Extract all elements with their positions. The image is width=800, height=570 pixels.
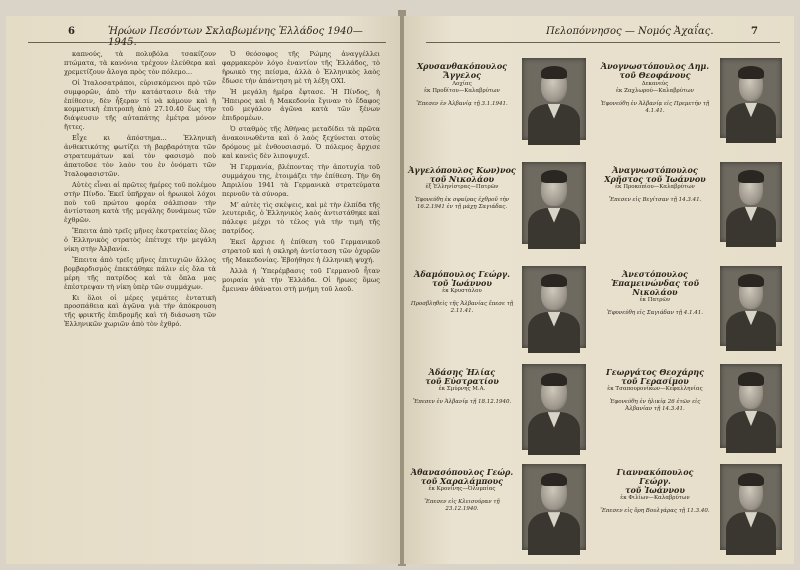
paragraph: Αὐτὲς εἶναι αἱ πρῶτες ἡμέρες τοῦ πολέμου στὴν Πίνδο. Ἐκεῖ ὑπῆρχαν οἱ ἡρωικοὶ λόχοι ποὺ τοῦ πρώτου φορέα σάλπισαν τὴν ἀντίσταση κατὰ τῆς μεγάλης δυνάμεως τῶν ἐχθρῶν.: [64, 180, 216, 225]
memorial-entry: [408, 56, 598, 156]
paragraph: Κι ὅλοι οἱ μέρες γεμάτες ἐντατικὴ προσπάθεια καὶ ἀγῶνα γιὰ τὴν ἀπόκρουση τῆς φρικτῆς ἐπιδρομῆς καὶ τὴ διάσωση τῶν Ἑλληνικῶν χωριῶν ἀπὸ τὸν ἐχθρό.: [64, 293, 216, 329]
entry-origin: ἐκ Φιλίων—Καλαβρύτων: [620, 495, 690, 501]
page-number: 7: [751, 26, 758, 37]
entry-caption: [600, 468, 710, 515]
entry-origin: ἐκ Προκοπίου—Καλαβρύτων: [615, 184, 695, 190]
running-title: Ἡρώων Πεσόντων Σκλαβωμένης Ἑλλάδος 1940—1945.: [108, 26, 363, 48]
entry-name: Ἀδάσης Ἠλίας: [428, 367, 496, 377]
entry-father: τοῦ Ἰωάννου: [432, 278, 492, 288]
paragraph: Ἔπειτα ἀπὸ τρεῖς μῆνες ἐπιτυχιῶν ἄλλος βομβαρδισμὸς ἐπεκτάθηκε πάλιν εἰς ὅλα τὰ μέρη τῆς πατρίδος καὶ τὰ ὅπλα μας ἐπέστρεψαν τὴ νίκη ὑπὲρ τῶν συμμάχων.: [64, 255, 216, 291]
paragraph: Ὁ θεόσοφος τῆς Ρώμης ἀναγγέλλει φαρμακερὸν λόγο ἐναντίον τῆς Ἑλλάδος, τὸ ἡρωικὸ της πείσμα, ἀλλὰ ὁ Ἑλληνικὸς λαὸς ἔδωσε τὴν ἀπάντηση μὲ τὴ λέξη ΟΧΙ.: [222, 50, 380, 85]
entry-caption: [600, 368, 710, 413]
entry-rank: Λοχίας: [452, 81, 472, 87]
entry-origin: ἐκ Προδίτου—Καλαβρύτων: [424, 88, 500, 94]
paragraph: Ἐκεῖ ἄρχισε ἡ ἐπίθεση τοῦ Γερμανικοῦ στρατοῦ καὶ ἡ σκληρὴ ἀντίσταση τῶν ὀχυρῶν τῆς Μακεδονίας. Ἐβοήθησε ἡ ἐλληνικὴ ψυχή.: [222, 238, 380, 264]
entry-name: Χρυσανθακόπουλος: [416, 61, 508, 71]
entry-caption: [408, 270, 516, 315]
entry-father: τοῦ Ἰωάννου: [625, 485, 685, 495]
portrait-photo: [720, 464, 782, 550]
paragraph: Ἀλλὰ ἡ Ὑπερέμβασις τοῦ Γερμανοῦ ἦταν μοιραία γιὰ τὴν Ἑλλάδα. Οἱ ἥρωες ὅμως ἔμειναν ἀθάνατοι στὴ μνήμη τοῦ λαοῦ.: [222, 266, 380, 293]
memorial-entry: [408, 264, 598, 364]
entry-fate: Ἐφονεύθη ἐν Ἀλβανίᾳ εἰς Πρεμετήν τῇ 4.1.41.: [600, 101, 710, 114]
paragraph: Ἡ Γερμανία, βλέποντας τὴν ἀποτυχία τοῦ συμμάχου της, ἑτοιμάζει τὴν ἐπίθεση. Τὴν 6η Ἀπριλίου 1941 τὰ Γερμανικὰ στρατεύματα περνοῦν τὰ σύνορα.: [222, 162, 380, 198]
entry-fate: Ἐφονεύθη εἰς Σαγιάδαν τῇ 4.1.41.: [607, 310, 703, 316]
entry-name: Ἀναγνωστόπουλος: [612, 165, 698, 175]
entry-name: Ἀγγελόπουλος Κων)νος: [408, 165, 516, 175]
entry-caption: [600, 62, 710, 115]
entry-fate: Ἔπεσεν εἰς Βεγίτσαν τῇ 14.3.41.: [608, 197, 702, 203]
paragraph: Ὁ σταθμὸς τῆς Ἀθήνας μεταδίδει τὰ πρῶτα ἀνακοινωθέντα καὶ ὁ λαὸς ξεχύνεται στοὺς δρόμους μὲ ἐνθουσιασμό. Ὁ πόλεμος ἄρχισε καὶ κανεὶς δὲν λιποψυχεῖ.: [222, 125, 380, 160]
paragraph: Μ’ αὐτὲς τὶς σκέψεις, καὶ μὲ τὴν ἐλπίδα τῆς λευτεριᾶς, ὁ Ἑλληνικὸς λαὸς ἀντιστάθηκε καὶ πάλεψε μέχρι τὸ τέλος γιὰ τὴν τιμὴ τῆς πατρίδος.: [222, 200, 380, 236]
memorial-entry: [408, 462, 598, 562]
memorial-entry: [600, 160, 790, 260]
entry-father: Ἄγγελος: [443, 70, 481, 80]
paragraph: Ἡ μεγάλη ἡμέρα ἔφτασε. Ἡ Πίνδος, ἡ Ἤπειρος καὶ ἡ Μακεδονία ἔγιναν τὸ ἔδαφος τοῦ μεγάλου ἀγῶνα κατὰ τῶν ξένων ἐπιδρομέων.: [222, 87, 380, 123]
text-column-2: [222, 50, 380, 296]
entry-fate: Προσβληθεὶς τῆς Ἀλβανίας ἔπεσε τῇ 2.11.41.: [410, 301, 514, 314]
entry-name: Ἀθανασόπουλος Γεώρ.: [410, 467, 514, 477]
paragraph: Οἱ Ἰταλοσατράποι, εὑρισκόμενοι πρὸ τῶν συμφορῶν, ἀπὸ τὴν κατάστασιν διὰ τὴν ἐπίθεσιν, δὲν ἦξεραν τί νὰ κάμουν καὶ ἡ κομματικὴ ἐπιτροπὴ ἀπὸ 27.10.40 ἕως τὴν διάψευσιν τῆς αὐταπάτης ἐμέτρα μόνον ἥττες.: [64, 78, 216, 132]
entry-fate: Ἔπεσεν ἐν Ἀλβανίᾳ τῇ 18.12.1940.: [412, 399, 512, 405]
entry-rank: Δεκανεύς: [641, 81, 669, 87]
paragraph: Ἔπειτα ἀπὸ τρεῖς μῆνες ἐκστρατείας ὅλος ὁ Ἑλληνικὸς στρατὸς ἐπέτυχε τὴν μεγάλη νίκη στὴν Ἀλβανία.: [64, 227, 216, 254]
entry-caption: [408, 368, 516, 406]
entry-origin: ἐκ Κρονίνης—Ὀλυμπίας: [428, 486, 496, 492]
portrait-photo: [720, 58, 782, 138]
entry-caption: [408, 468, 516, 513]
portrait-photo: [522, 364, 586, 450]
entry-fate: Ἐφονεύθη ἐκ σφαίρας ἐχθροῦ τὴν 16.2.1941 ἐν τῇ μάχῃ Σαγιάδας.: [414, 197, 510, 210]
memorial-entry: [600, 264, 790, 364]
memorial-entry: [600, 362, 790, 462]
entry-name: Γιαννακόπουλος Γεώργ.: [616, 467, 694, 486]
right-page-header: [426, 26, 780, 43]
portrait-photo: [720, 162, 782, 242]
entry-origin: ἐκ Σμύρνης Μ.Α.: [438, 386, 486, 392]
entry-father: τοῦ Θεοφάνους: [619, 70, 691, 80]
portrait-photo: [522, 162, 586, 244]
text-column-1: [64, 50, 216, 331]
entry-fate: Ἔπεσεν εἰς ὄρη Βουλγάρας τῇ 11.3.40.: [600, 508, 710, 514]
memorial-entry: [600, 56, 790, 156]
entry-name: Γεωργάτος Θεοχάρης: [606, 367, 704, 377]
entry-fate: Ἐφονεύθη ἐν ἡλικίᾳ 26 ἐτῶν εἰς Ἀλβανίαν τῇ 14.3.41.: [609, 399, 701, 412]
paragraph: καπνούς, τὰ πολυβόλα τσακίζουν πτώματα, τὰ κανόνια τρέχουν ἑλεύθερα καὶ χρεμετίζουν ἄλογα πρὸς τὸν πόλεμο...: [64, 50, 216, 76]
memorial-entry: [408, 160, 598, 260]
entry-caption: [408, 62, 516, 108]
page-number: 6: [68, 26, 75, 37]
entry-origin: ἐκ Τσαπουρονίκων—Κεφαλληνίας: [607, 386, 703, 392]
entry-father: τοῦ Χαραλάμπους: [420, 476, 504, 486]
entry-father: Χρῆστος τοῦ Ἰωάννου: [604, 174, 706, 184]
entry-fate: Ἔπεσεν ἐν Ἀλβανίᾳ τῇ 3.1.1941.: [416, 101, 508, 107]
entry-name: Ἀνογνωστόπουλος Δημ.: [600, 61, 710, 71]
memorial-entry: [408, 362, 598, 462]
portrait-photo: [522, 58, 586, 140]
entry-caption: [600, 270, 710, 317]
running-title: Πελοπόννησος — Νομός Ἀχαΐας.: [546, 26, 714, 37]
entry-origin: ἐξ Ἑλληνίστρας—Πατρῶν: [425, 184, 499, 190]
entry-father: Ἐπαμεινώνδας τοῦ Νικολάου: [610, 278, 700, 297]
portrait-photo: [522, 464, 586, 550]
entry-caption: [408, 166, 516, 211]
right-page: [404, 16, 794, 564]
memorial-entry: [600, 462, 790, 562]
entry-fate: Ἔπεσεν εἰς Κλεισούραν τῇ 23.12.1940.: [424, 499, 500, 512]
portrait-photo: [522, 266, 586, 348]
entry-origin: ἐκ Πατρῶν: [639, 297, 671, 303]
portrait-photo: [720, 364, 782, 448]
entry-father: τοῦ Εὐστρατίου: [425, 376, 499, 386]
entry-name: Ἀδαμόπουλος Γεώργ.: [414, 269, 510, 279]
left-page-header: [28, 26, 386, 48]
portrait-photo: [720, 266, 782, 346]
entry-origin: ἐκ Κρυστάλου: [442, 288, 482, 294]
left-page: [6, 16, 400, 564]
entry-father: τοῦ Νικολάου: [429, 174, 495, 184]
entry-origin: ἐκ Ζαχλωρού—Καλαβρύτων: [615, 88, 694, 94]
paragraph: Εἶχε κι ἀπόστημα... Ἑλληνικὴ ἀνθεκτικότης φωτίζει τὴ βαρβαρότητα τῶν στρατευμάτων καὶ τὸν φασισμὸ ποὺ ἀπατοῦσε τὸν λαὸν του ἐν ὀνόματι τῶν Ἰταλοφασιστῶν.: [64, 134, 216, 178]
entry-caption: [600, 166, 710, 204]
entry-name: Ἀνεστόπουλος: [622, 269, 688, 279]
entry-father: τοῦ Γερασίμου: [621, 376, 689, 386]
